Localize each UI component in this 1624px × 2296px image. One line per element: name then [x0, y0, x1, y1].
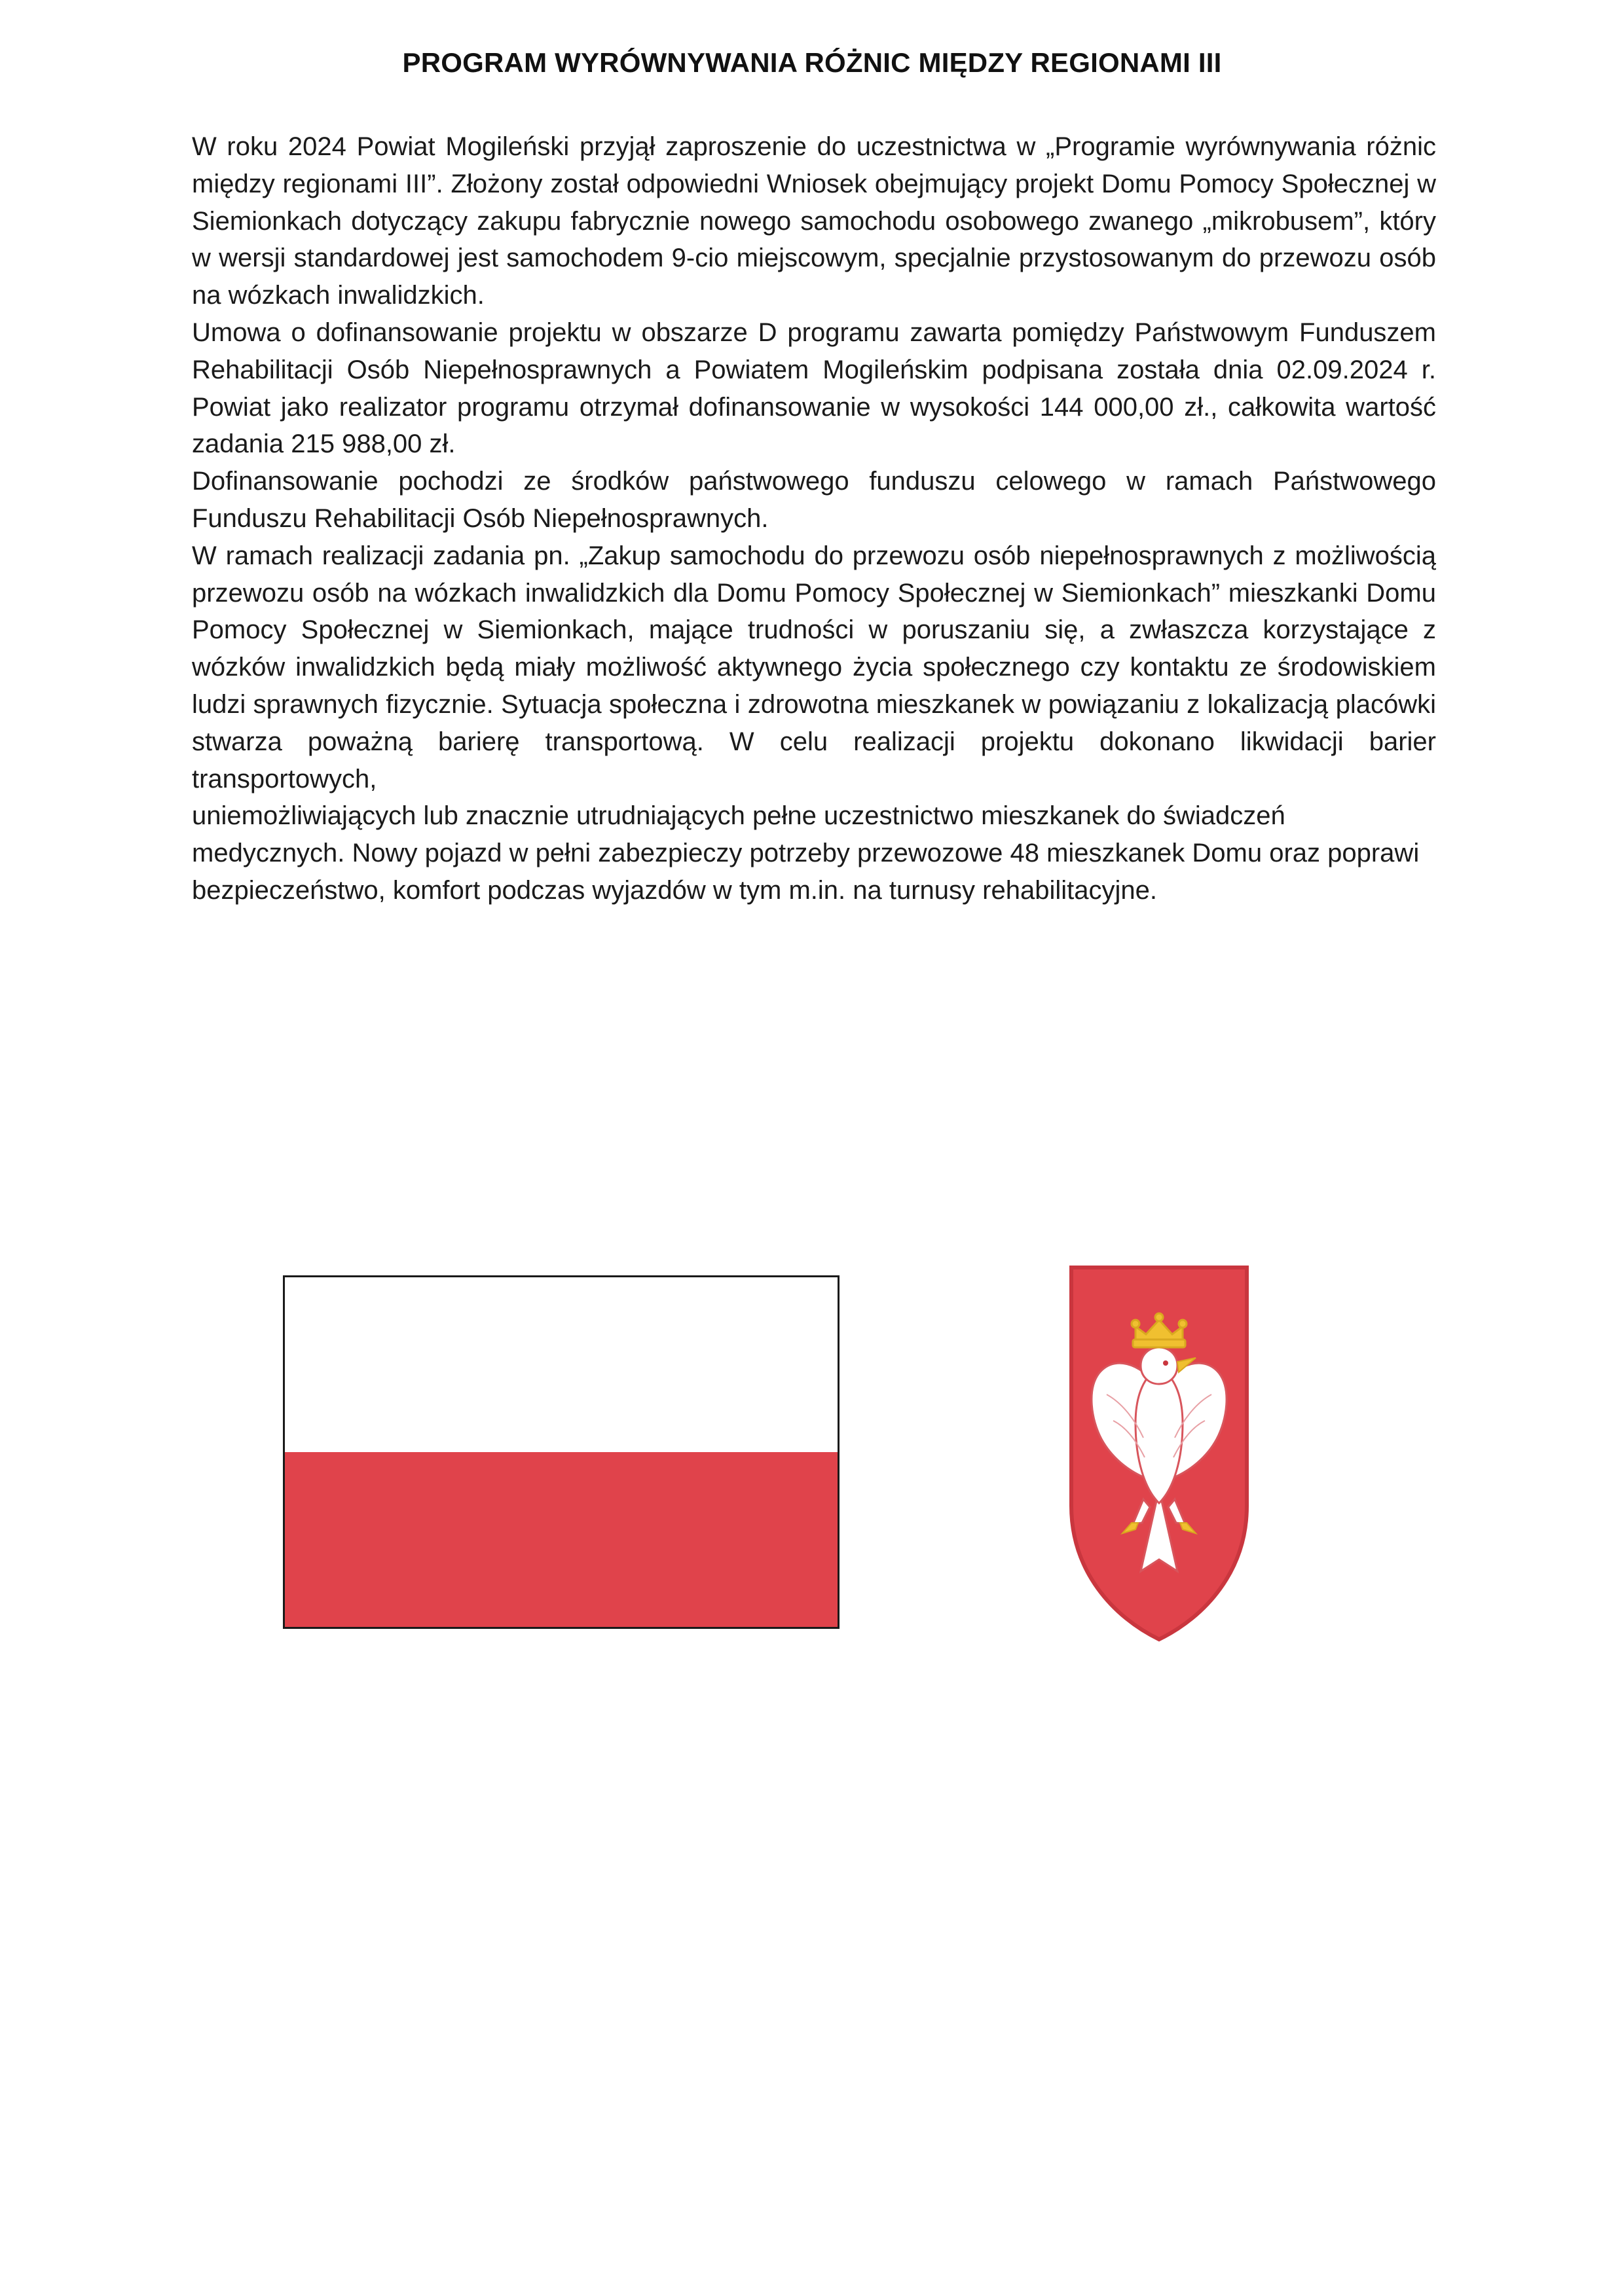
- paragraph: Umowa o dofinansowanie projektu w obszarze D programu zawarta pomiędzy Państwowym Funduszem Rehabilitacji Osób Niepełnosprawnych a Powiatem Mogileńskim podpisana została dnia 02.09.2024 r. Powiat jako realizator programu otrzymał dofinansowanie w wysokości 144 000,00 zł., całkowita wartość zadania 215 988,00 zł.: [192, 318, 1436, 459]
- paragraph: uniemożliwiających lub znacznie utrudniających pełne uczestnictwo mieszkanek do świadczeń medycznych. Nowy pojazd w pełni zabezpieczy potrzeby przewozowe 48 mieszkanek Domu oraz poprawi bezpieczeństwo, komfort podczas wyjazdów w tym m.in. na turnusy rehabilitacyjne.: [192, 801, 1420, 905]
- paragraph: Dofinansowanie pochodzi ze środków państwowego funduszu celowego w ramach Państwowego Funduszu Rehabilitacji Osób Niepełnosprawnych.: [192, 467, 1436, 533]
- document-body: [192, 128, 1436, 909]
- flag-stripe-red: [285, 1452, 838, 1627]
- page-title: PROGRAM WYRÓWNYWANIA RÓŻNIC MIĘDZY REGIONAMI III: [402, 47, 1222, 78]
- paragraph: W ramach realizacji zadania pn. „Zakup samochodu do przewozu osób niepełnosprawnych z możliwością przewozu osób na wózkach inwalidzkich dla Domu Pomocy Społecznej w Siemionkach” mieszkanki Domu Pomocy Społecznej w Siemionkach, mające trudności w poruszaniu się, a zwłaszcza korzystające z wózków inwalidzkich będą miały możliwość aktywnego życia społecznego czy kontaktu ze środowiskiem ludzi sprawnych fizycznie. Sytuacja społeczna i zdrowotna mieszkanek w powiązaniu z lokalizacją placówki stwarza poważną barierę transportową. W celu realizacji projektu dokonano likwidacji barier transportowych,: [192, 541, 1436, 793]
- paragraph: W roku 2024 Powiat Mogileński przyjął zaproszenie do uczestnictwa w „Programie wyrównywania różnic między regionami III”. Złożony został odpowiedni Wniosek obejmujący projekt Domu Pomocy Społecznej w Siemionkach dotyczący zakupu fabrycznie nowego samochodu osobowego zwanego „mikrobusem”, który w wersji standardowej jest samochodem 9-cio miejscowym, specjalnie przystosowanym do przewozu osób na wózkach inwalidzkich.: [192, 132, 1436, 310]
- flag-stripe-white: [285, 1277, 838, 1452]
- flag-of-poland-icon: [283, 1275, 840, 1629]
- emblem-row: [0, 1264, 1624, 1669]
- coat-of-arms-of-poland-icon: [1067, 1264, 1251, 1643]
